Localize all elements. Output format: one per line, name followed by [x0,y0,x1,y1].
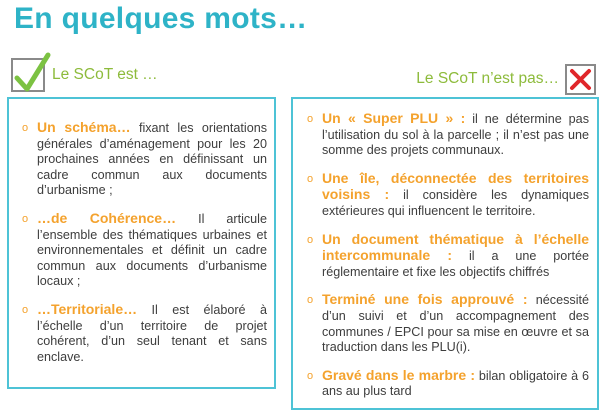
circle-bullet-icon: o [307,172,314,185]
item-text: fixant les orientations générales d’aménagement pour les 20 prochaines années en définissant un cadre commun aux documents d’urbanisme ; [37,121,267,198]
checkmark-icon [11,58,45,92]
item-lead: Un schéma… [37,119,131,135]
circle-bullet-icon: o [307,369,314,382]
list-item [16,211,267,290]
item-text: il ne détermine pas l’utilisation du sol à la parcelle ; il n’est pas une somme des projets communaux. [322,112,589,158]
item-text: nécessité d’un suivi et d’un accompagnement des communes / EPCI pour sa mise en œuvre et sa traduction dans les PLU(i). [322,293,590,355]
list-item [301,292,589,355]
cross-icon [565,64,596,95]
list-item [301,171,589,220]
item-text: il considère les dynamiques extérieures qui influencent le territoire. [322,188,590,218]
circle-bullet-icon: o [307,294,314,307]
circle-bullet-icon: o [22,122,29,134]
scot-is-panel [7,97,276,389]
circle-bullet-icon: o [22,303,29,316]
item-lead: Terminé une fois approuvé : [322,291,528,308]
item-lead: …Territoriale… [37,300,138,317]
circle-bullet-icon: o [22,212,29,225]
right-heading: Le SCoT n’est pas… [416,70,559,87]
left-heading: Le SCoT est … [52,66,158,83]
item-lead: Un « Super PLU » : [322,110,466,126]
item-text: bilan obligatoire à 6 ans au plus tard [322,368,589,399]
item-text: Il est élaboré à l’échelle d’un territoire de projet cohérent, d’un seul tenant et sans enclave. [37,302,267,364]
item-lead: …de Cohérence… [37,209,177,226]
scot-is-not-panel [291,97,599,410]
item-text: Il articule l’ensemble des thématiques urbaines et environnementales et définit un cadre commun aux documents d’urbanisme locaux ; [37,211,267,289]
circle-bullet-icon: o [307,233,314,246]
page-title: En quelques mots… [14,2,308,35]
list-item [301,111,589,159]
list-item [301,368,589,400]
list-item [16,120,267,199]
list-item [301,232,589,281]
item-text: il a une portée réglementaire et fixe les objectifs chiffrés [322,249,589,279]
list-item [16,302,267,365]
item-lead: Gravé dans le marbre : [322,366,475,383]
item-lead: Un document thématique à l’échelle intercommunale : [322,230,589,264]
item-lead: Une île, déconnectée des territoires voisins : [322,169,589,203]
circle-bullet-icon: o [307,113,314,125]
